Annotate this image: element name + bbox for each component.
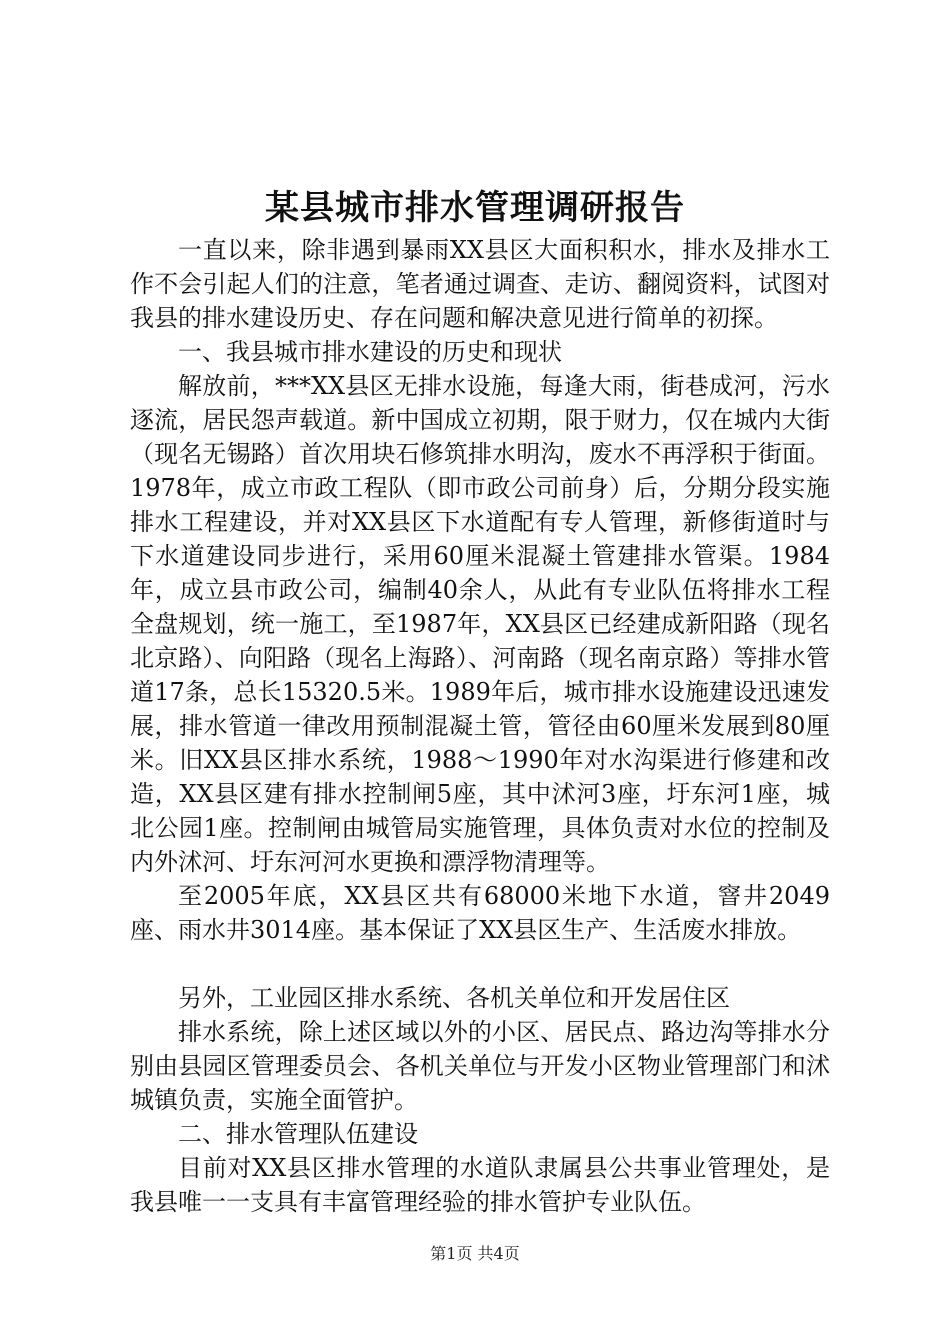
section-heading-1: 一、我县城市排水建设的历史和现状 [178, 338, 562, 366]
industrial-paragraph: 另外，工业园区排水系统、各机关单位和开发居住区 [178, 984, 730, 1012]
document-body [130, 233, 830, 1219]
document-title: 某县城市排水管理调研报告 [265, 188, 685, 228]
status-paragraph: 至2005年底，XX县区共有68000米地下水道，窨井2049座、雨水井3014座。基本保证了XX县区生产、生活废水排放。 [130, 882, 830, 944]
page-number-footer: 第1页 共4页 [430, 1244, 520, 1263]
history-paragraph: 解放前，***XX县区无排水设施，每逢大雨，街巷成河，污水逐流，居民怨声载道。新中国成立初期，限于财力，仅在城内大街（现名无锡路）首次用块石修筑排水明沟，废水不再浮积于街面。1978年，成立市政工程队（即市政公司前身）后，分期分段实施排水工程建设，并对XX县区下水道配有专人管理，新修街道时与下水道建设同步进行，采用60厘米混凝土管建排水管渠。1984年，成立县市政公司，编制40余人，从此有专业队伍将排水工程全盘规划，统一施工，至1987年，XX县区已经建成新阳路（现名北京路）、向阳路（现名上海路）、河南路（现名南京路）等排水管道17条，总长15320.5米。1989年后，城市排水设施建设迅速发展，排水管道一律改用预制混凝土管，管径由60厘米发展到80厘米。旧XX县区排水系统，1988～1990年对水沟渠进行修建和改造，XX县区建有排水控制闸5座，其中沭河3座，圩东河1座，城北公园1座。控制闸由城管局实施管理，具体负责对水位的控制及内外沭河、圩东河河水更换和漂浮物清理等。 [130, 372, 830, 876]
section-heading-2: 二、排水管理队伍建设 [178, 1120, 418, 1148]
drainage-responsibility-paragraph: 排水系统，除上述区域以外的小区、居民点、路边沟等排水分别由县园区管理委员会、各机关单位与开发小区物业管理部门和沭城镇负责，实施全面管护。 [130, 1018, 830, 1114]
team-paragraph: 目前对XX县区排水管理的水道队隶属县公共事业管理处，是我县唯一一支具有丰富管理经验的排水管护专业队伍。 [130, 1154, 830, 1216]
intro-paragraph: 一直以来，除非遇到暴雨XX县区大面积积水，排水及排水工作不会引起人们的注意，笔者通过调查、走访、翻阅资料，试图对我县的排水建设历史、存在问题和解决意见进行简单的初探。 [130, 236, 830, 332]
